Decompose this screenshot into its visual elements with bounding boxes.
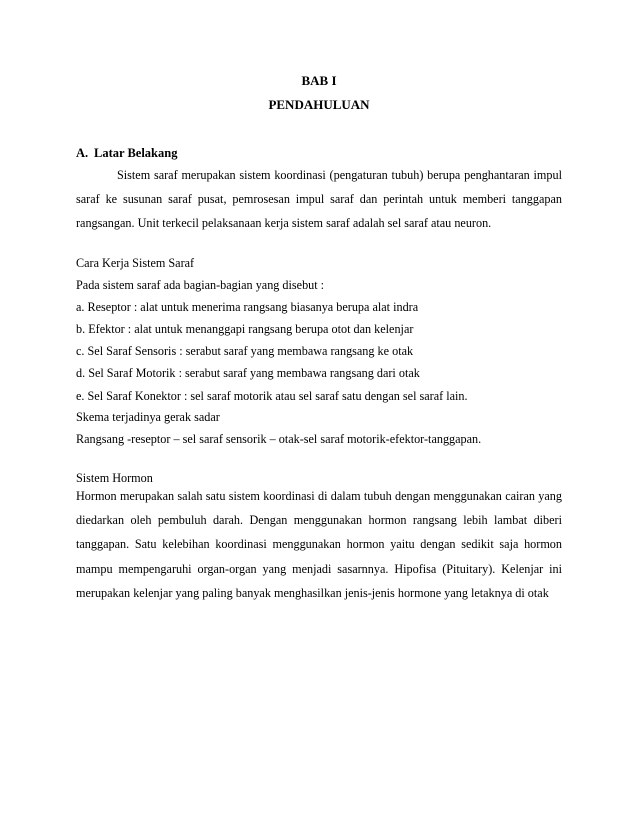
- chapter-number: BAB I: [301, 73, 337, 88]
- list-item: b. Efektor : alat untuk menanggapi rangsang berupa otot dan kelenjar: [76, 322, 414, 336]
- sistem-hormon-paragraph: Hormon merupakan salah satu sistem koordinasi di dalam tubuh dengan menggunakan cairan yang diedarkan oleh pembuluh darah. Dengan menggunakan hormon rangsang lebih lambat diberi tanggapan. Satu kelebihan koordinasi menggunakan hormon yaitu dengan sedikit saja hormon mampu mempengaruhi organ-organ yang menjadi sasarnnya. Hipofisa (Pituitary). Kelenjar ini merupakan kelenjar yang paling banyak menghasilkan jenis-jenis hormone yang letaknya di otak: [76, 489, 562, 600]
- chapter-title: PENDAHULUAN: [268, 97, 370, 112]
- skema-heading: Skema terjadinya gerak sadar: [76, 410, 220, 424]
- list-item: d. Sel Saraf Motorik : serabut saraf yang membawa rangsang dari otak: [76, 366, 420, 380]
- list-item: c. Sel Saraf Sensoris : serabut saraf yang membawa rangsang ke otak: [76, 344, 414, 358]
- section-a-number: A.: [76, 146, 89, 160]
- list-item: e. Sel Saraf Konektor : sel saraf motorik atau sel saraf satu dengan sel saraf lain.: [76, 389, 468, 403]
- cara-kerja-intro: Pada sistem saraf ada bagian-bagian yang disebut :: [76, 278, 325, 292]
- list-item: a. Reseptor : alat untuk menerima rangsang biasanya berupa alat indra: [76, 300, 419, 314]
- section-a-title: Latar Belakang: [94, 146, 178, 160]
- sistem-hormon-heading: Sistem Hormon: [76, 471, 153, 485]
- cara-kerja-heading: Cara Kerja Sistem Saraf: [76, 256, 195, 270]
- latar-belakang-paragraph: Sistem saraf merupakan sistem koordinasi (pengaturan tubuh) berupa penghantaran impul saraf ke susunan saraf pusat, pemrosesan impul saraf dan perintah untuk memberi tanggapan rangsangan. Unit terkecil pelaksanaan kerja sistem saraf adalah sel saraf atau neuron.: [76, 168, 562, 231]
- section-a-heading: [76, 146, 177, 161]
- skema-text: Rangsang -reseptor – sel saraf sensorik – otak-sel saraf motorik-efektor-tanggapan.: [76, 432, 482, 446]
